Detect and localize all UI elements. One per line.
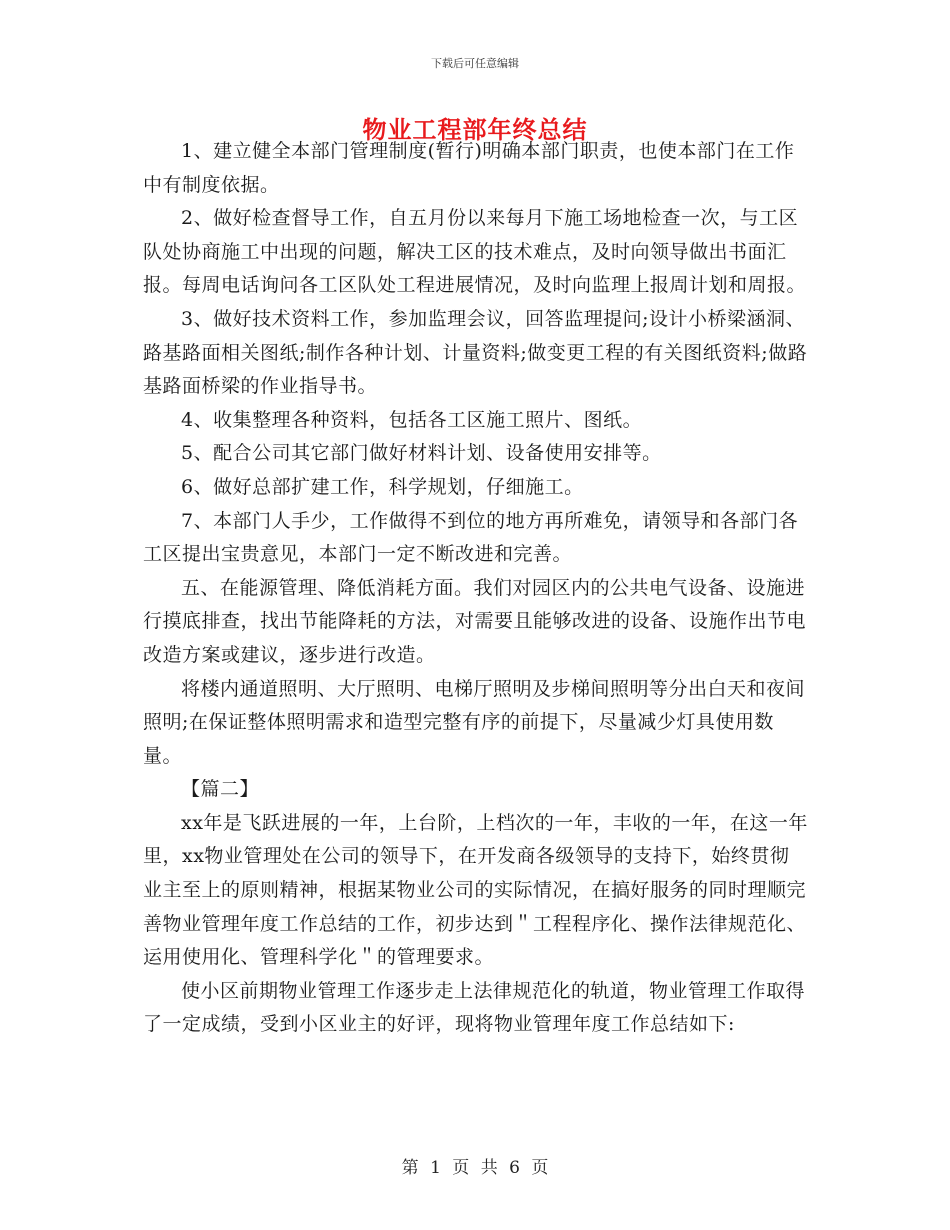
paragraph: 1、建立健全本部门管理制度(暂行)明确本部门职责，也使本部门在工作中有制度依据。 bbox=[143, 140, 795, 196]
paragraph: 2、做好检查督导工作，自五月份以来每月下施工场地检查一次，与工区队处协商施工中出现的问题，解决工区的技术难点，及时向领导做出书面汇报。每周电话询问各工区队处工程进展情况，及时向监理上报周计划和周报。 bbox=[143, 207, 807, 297]
document-title: 物业工程部年终总结 bbox=[362, 115, 588, 144]
page-footer: 第 1 页 共 6 页 bbox=[401, 1158, 549, 1178]
paragraph: 6、做好总部扩建工作，科学规划，仔细施工。 bbox=[181, 475, 584, 498]
section-heading: 【篇二】 bbox=[181, 778, 260, 801]
paragraph: 4、收集整理各种资料，包括各工区施工照片、图纸。 bbox=[181, 408, 643, 431]
paragraph: 5、配合公司其它部门做好材料计划、设备使用安排等。 bbox=[181, 442, 662, 465]
header-note: 下载后可任意编辑 bbox=[431, 57, 519, 70]
paragraph: 五、在能源管理、降低消耗方面。我们对园区内的公共电气设备、设施进行摸底排查，找出节能降耗的方法，对需要且能够改进的设备、设施作出节电改造方案或建议，逐步进行改造。 bbox=[143, 576, 807, 666]
paragraph: 3、做好技术资料工作，参加监理会议，回答监理提问;设计小桥梁涵洞、路基路面相关图纸;制作各种计划、计量资料;做变更工程的有关图纸资料;做路基路面桥梁的作业指导书。 bbox=[143, 307, 808, 398]
paragraph: 7、本部门人手少，工作做得不到位的地方再所难免，请领导和各部门各工区提出宝贵意见，本部门一定不断改进和完善。 bbox=[143, 509, 799, 566]
paragraph: xx年是飞跃进展的一年，上台阶，上档次的一年，丰收的一年，在这一年里，xx物业管理处在公司的领导下，在开发商各级领导的支持下，始终贯彻业主至上的原则精神，根据某物业公司的实际情况，在搞好服务的同时理顺完善物业管理年度工作总结的工作，初步达到＂工程程序化、操作法律规范化、运用使用化、管理科学化＂的管理要求。 bbox=[143, 811, 808, 969]
paragraph: 使小区前期物业管理工作逐步走上法律规范化的轨道，物业管理工作取得了一定成绩，受到小区业主的好评，现将物业管理年度工作总结如下: bbox=[143, 979, 806, 1036]
paragraph: 将楼内通道照明、大厅照明、电梯厅照明及步梯间照明等分出白天和夜间照明;在保证整体照明需求和造型完整有序的前提下，尽量减少灯具使用数量。 bbox=[143, 677, 806, 767]
document-body bbox=[143, 135, 808, 1042]
